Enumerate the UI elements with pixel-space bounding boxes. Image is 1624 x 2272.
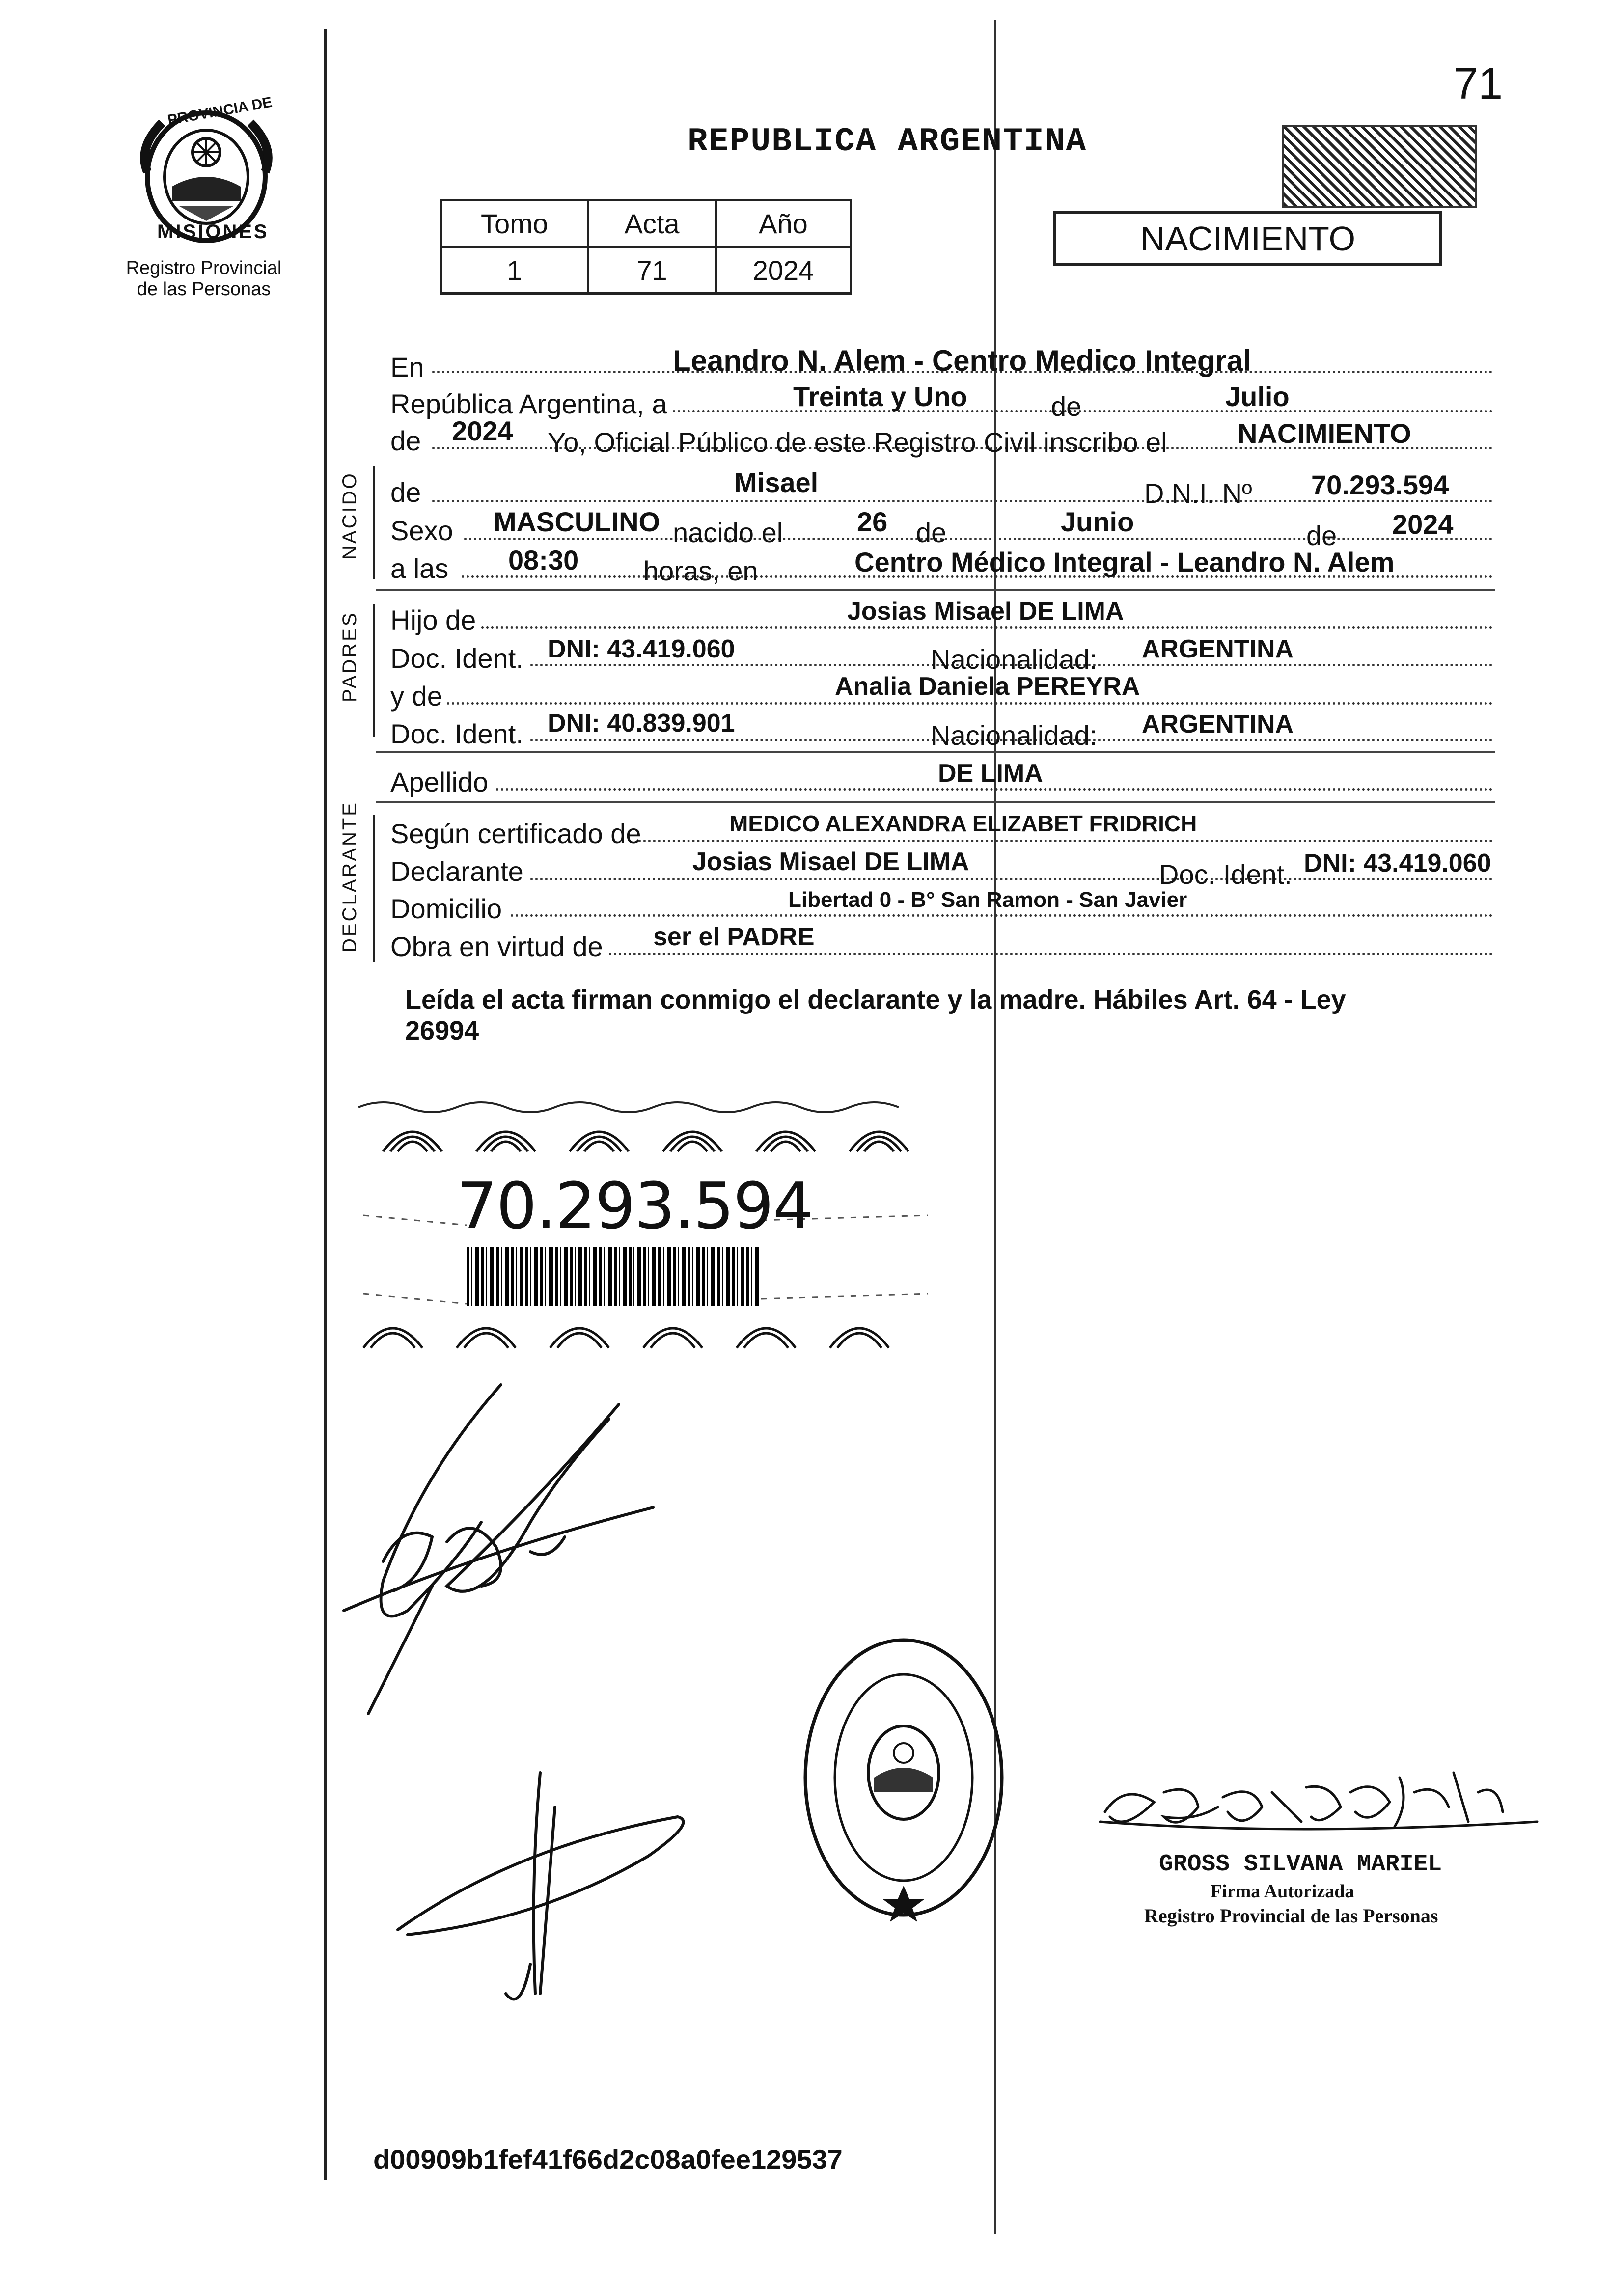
label-a-las: a las — [390, 553, 449, 584]
label-yo-oficial: Yo, Oficial Público de este Registro Civil inscribo el — [548, 427, 1167, 458]
label-de-nacido: de — [390, 477, 421, 508]
officer-name: GROSS SILVANA MARIEL — [1159, 1851, 1442, 1878]
value-mes-inscripcion: Julio — [1225, 381, 1290, 412]
separator-3 — [376, 801, 1495, 803]
dots-row5 — [464, 538, 1493, 540]
value-acta: 71 — [588, 247, 716, 294]
label-doc-madre: Doc. Ident. — [390, 718, 523, 749]
label-segun-certificado: Según certificado de — [390, 818, 641, 849]
label-de-mes: de — [1051, 391, 1082, 422]
value-padre-doc: DNI: 43.419.060 — [548, 635, 735, 663]
value-anio: 2024 — [716, 247, 851, 294]
logo-text-top: PROVINCIA DE — [166, 94, 274, 129]
value-lugar-nacimiento: Centro Médico Integral - Leandro N. Alem — [854, 547, 1395, 577]
padres-bracket — [373, 604, 375, 737]
registry-line-1: Registro Provincial — [126, 258, 282, 278]
label-de-anio: de — [390, 425, 421, 456]
value-dia-inscripcion: Treinta y Uno — [793, 381, 967, 412]
declarant-signature — [334, 1375, 678, 1728]
label-nacionalidad-madre: Nacionalidad: — [931, 720, 1098, 751]
value-padre: Josias Misael DE LIMA — [847, 597, 1124, 626]
dots-hijo — [481, 626, 1493, 629]
value-madre-doc: DNI: 40.839.901 — [548, 709, 735, 738]
value-hora: 08:30 — [508, 545, 579, 575]
label-nacido-el: nacido el — [673, 517, 783, 548]
label-hijo-de: Hijo de — [390, 604, 476, 635]
registry-line-2: de las Personas — [137, 279, 271, 300]
mother-signature — [393, 1758, 697, 2013]
value-dni: 70.293.594 — [1311, 469, 1449, 500]
value-declarante-doc: DNI: 43.419.060 — [1304, 849, 1491, 877]
stamp-number: 70.293.594 — [457, 1169, 813, 1243]
barcode — [467, 1247, 761, 1306]
footer-hash: d00909b1fef41f66d2c08a0fee129537 — [373, 2144, 843, 2175]
record-type-box: NACIMIENTO — [1053, 211, 1442, 266]
officer-signature — [1095, 1763, 1547, 1856]
separator-2 — [376, 751, 1495, 753]
nacido-bracket — [373, 466, 375, 579]
officer-role: Firma Autorizada — [1211, 1881, 1354, 1902]
value-padre-nacionalidad: ARGENTINA — [1142, 635, 1294, 663]
value-apellido: DE LIMA — [938, 759, 1043, 788]
value-domicilio: Libertad 0 - B° San Ramon - San Javier — [788, 888, 1187, 912]
label-en: En — [390, 352, 424, 383]
dots-obra — [609, 953, 1493, 955]
dots-apellido — [496, 788, 1493, 791]
value-declarante: Josias Misael DE LIMA — [692, 848, 969, 876]
value-tipo: NACIMIENTO — [1238, 418, 1411, 449]
logo-text-bottom: MISIONES — [157, 221, 269, 243]
value-anio-nacimiento: 2024 — [1392, 509, 1454, 540]
side-label-padres: PADRES — [339, 611, 360, 702]
label-declarante: Declarante — [390, 856, 523, 887]
label-horas-en: horas, en — [643, 555, 758, 586]
left-margin-line — [324, 29, 327, 2180]
officer-org: Registro Provincial de las Personas — [1144, 1905, 1438, 1927]
page-number: 71 — [1454, 59, 1503, 109]
value-nombre: Misael — [734, 467, 819, 498]
value-tomo: 1 — [441, 247, 588, 294]
label-apellido: Apellido — [390, 766, 489, 797]
label-obra-en-virtud: Obra en virtud de — [390, 931, 603, 962]
value-sexo: MASCULINO — [494, 506, 661, 537]
country-title: REPUBLICA ARGENTINA — [688, 123, 1087, 161]
label-domicilio: Domicilio — [390, 893, 502, 924]
label-nacionalidad-padre: Nacionalidad: — [931, 644, 1098, 675]
label-doc-padre: Doc. Ident. — [390, 643, 523, 674]
dots-declarante — [530, 878, 1493, 880]
closing-line-1: Leída el acta firman conmigo el declarante y la madre. Hábiles Art. 64 - Ley — [405, 985, 1346, 1014]
value-obra-en-virtud: ser el PADRE — [653, 923, 815, 951]
dots-domicilio — [511, 914, 1493, 917]
label-republica: República Argentina, a — [390, 388, 667, 419]
label-doc-declarante: Doc. Ident. — [1159, 859, 1292, 890]
label-de-mes-nac: de — [916, 517, 947, 548]
closing-line-2: 26994 — [405, 1016, 479, 1045]
value-dia-nacimiento: 26 — [857, 506, 888, 537]
header-tomo: Tomo — [441, 200, 588, 247]
label-y-de: y de — [390, 681, 442, 712]
security-stamp — [1282, 125, 1477, 208]
dots-y-de — [447, 702, 1493, 705]
dots-certificado — [638, 840, 1493, 842]
value-lugar: Leandro N. Alem - Centro Medico Integral — [673, 344, 1251, 377]
label-de-anio-nac: de — [1306, 520, 1337, 551]
value-anio-inscripcion: 2024 — [452, 415, 513, 446]
value-mes-nacimiento: Junio — [1061, 506, 1134, 537]
side-label-declarante: DECLARANTE — [339, 801, 360, 953]
record-table — [440, 199, 852, 295]
value-madre-nacionalidad: ARGENTINA — [1142, 710, 1294, 739]
value-certificado: MEDICO ALEXANDRA ELIZABET FRIDRICH — [729, 811, 1197, 836]
declarante-bracket — [373, 815, 375, 962]
header-acta: Acta — [588, 200, 716, 247]
label-sexo: Sexo — [390, 515, 453, 546]
label-dni: D.N.I. Nº — [1144, 478, 1252, 509]
header-anio: Año — [716, 200, 851, 247]
side-label-nacido: NACIDO — [339, 471, 360, 560]
separator-1 — [376, 589, 1495, 591]
value-madre: Analia Daniela PEREYRA — [835, 672, 1140, 701]
